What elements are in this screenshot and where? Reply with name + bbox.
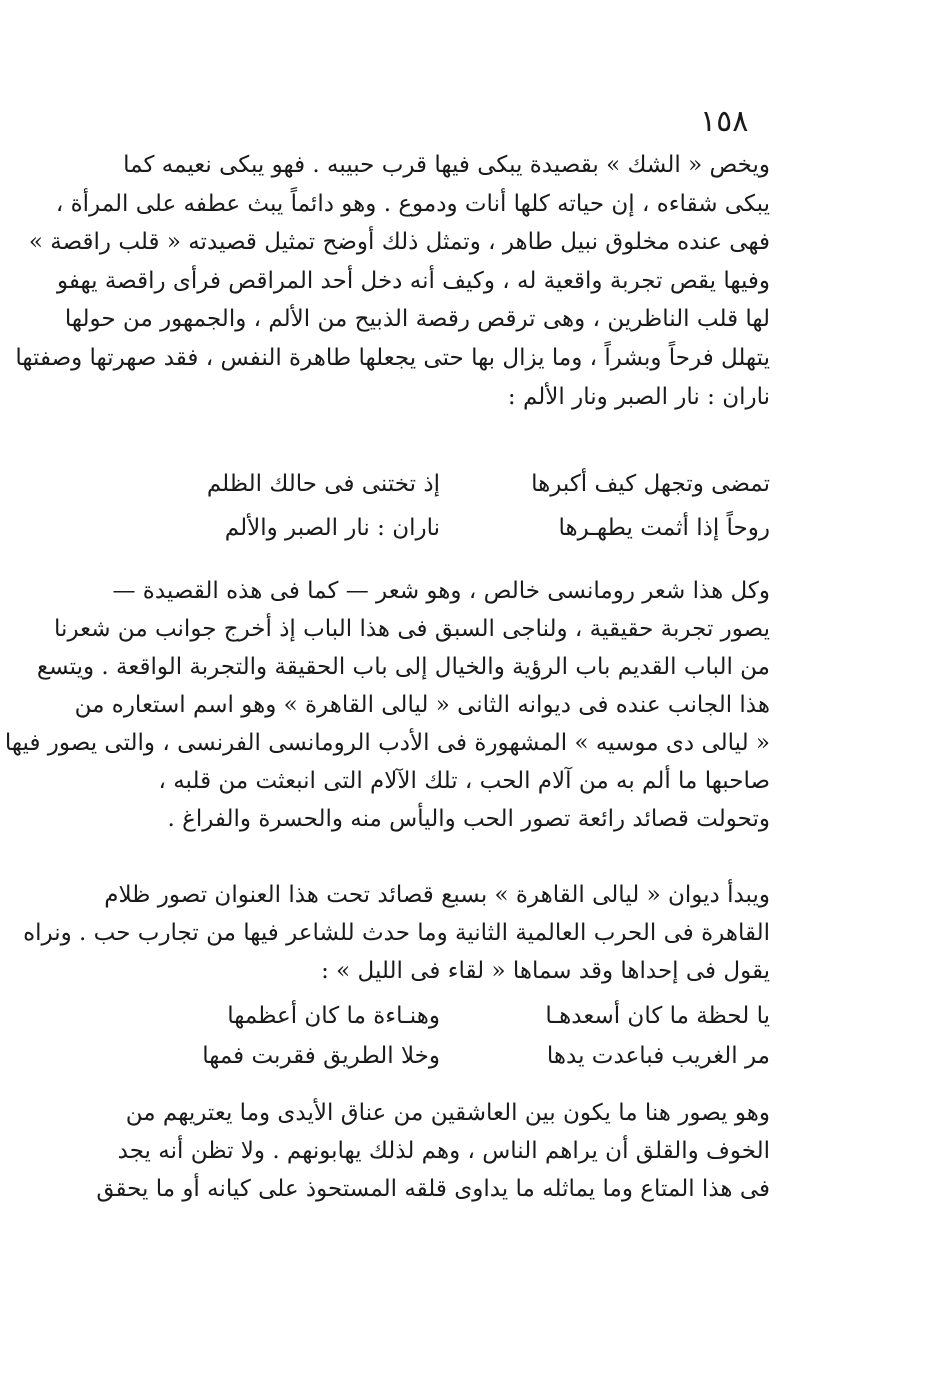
text-line: صاحبها ما ألم به من آلام الحب ، تلك الآلام التى انبعثت من قلبه ،	[158, 768, 770, 794]
text-line: وهو يصور هنا ما يكون بين العاشقين من عناق الأيدى وما يعتريهم من	[125, 1100, 770, 1126]
text-line: فى هذا المتاع وما يماثله ما يداوى قلقه المستحوذ على كيانه أو ما يحقق	[96, 1176, 770, 1202]
verse-second-hemistich: إذ تختنى فى حالك الظلم	[206, 471, 440, 497]
poem-verse	[130, 462, 770, 506]
page-number: ١٥٨	[700, 104, 749, 139]
text-line: هذا الجانب عنده فى ديوانه الثانى « ليالى القاهرة » وهو اسم استعاره من	[74, 692, 770, 718]
poem-verse	[130, 1036, 770, 1076]
text-line: « ليالى دى موسيه » المشهورة فى الأدب الرومانسى الفرنسى ، والتى يصور فيها	[4, 730, 770, 756]
poem-1	[130, 462, 770, 550]
verse-second-hemistich: وهنـاءة ما كان أعظمها	[227, 1003, 440, 1029]
text-line: فهى عنده مخلوق نبيل طاهر ، وتمثل ذلك أوضح تمثيل قصيدته « قلب راقصة »	[28, 229, 770, 256]
paragraph-2	[4, 572, 770, 838]
text-line: وتحولت قصائد رائعة تصور الحب واليأس منه والحسرة والفراغ .	[167, 806, 770, 832]
verse-first-hemistich: يا لحظة ما كان أسعدهـا	[545, 1003, 770, 1029]
text-line: من الباب القديم باب الرؤية والخيال إلى باب الحقيقة والتجربة الواقعة . ويتسع	[36, 654, 770, 680]
verse-second-hemistich: وخلا الطريق فقربت فمها	[202, 1043, 440, 1069]
verse-first-hemistich: روحاً إذا أثمت يطهـرها	[558, 515, 770, 541]
text-line: الخوف والقلق أن يراهم الناس ، وهم لذلك يهابونهم . ولا تظن أنه يجد	[117, 1138, 770, 1164]
text-line: يصور تجربة حقيقية ، ولناجى السبق فى هذا الباب إذ أخرج جوانب من شعرنا	[54, 616, 770, 642]
text-line: ناران : نار الصبر ونار الألم :	[507, 383, 770, 410]
poem-verse	[130, 506, 770, 550]
text-line: ويخص « الشك » بقصيدة يبكى فيها قرب حبيبه . فهو يبكى نعيمه كما	[123, 152, 770, 178]
text-line: يبكى شقاءه ، إن حياته كلها أنات ودموع . وهو دائماً يبث عطفه على المرأة ،	[55, 190, 770, 217]
text-line: وفيها يقص تجربة واقعية له ، وكيف أنه دخل أحد المراقص فرأى راقصة يهفو	[57, 267, 770, 294]
text-line: ويبدأ ديوان « ليالى القاهرة » بسبع قصائد تحت هذا العنوان تصور ظلام	[104, 882, 770, 908]
paragraph-3	[23, 876, 770, 990]
verse-first-hemistich: مر الغريب فباعدت يدها	[546, 1043, 770, 1069]
poem-2	[130, 996, 770, 1076]
text-line: القاهرة فى الحرب العالمية الثانية وما حدث للشاعر فيها من تجارب حب . ونراه	[23, 920, 770, 946]
text-line: يقول فى إحداها وقد سماها « لقاء فى الليل » :	[321, 958, 770, 984]
poem-verse	[130, 996, 770, 1036]
text-line: وكل هذا شعر رومانسى خالص ، وهو شعر — كما فى هذه القصيدة —	[112, 578, 770, 604]
paragraph-4	[96, 1094, 770, 1208]
text-line: يتهلل فرحاً وبشراً ، وما يزال بها حتى يجعلها طاهرة النفس ، فقد صهرتها وصفتها	[15, 344, 770, 371]
verse-second-hemistich: ناران : نار الصبر والألم	[224, 515, 440, 541]
verse-first-hemistich: تمضى وتجهل كيف أكبرها	[531, 471, 770, 497]
text-line: لها قلب الناظرين ، وهى ترقص رقصة الذبيح من الألم ، والجمهور من حولها	[64, 306, 770, 333]
paragraph-1	[15, 146, 770, 416]
